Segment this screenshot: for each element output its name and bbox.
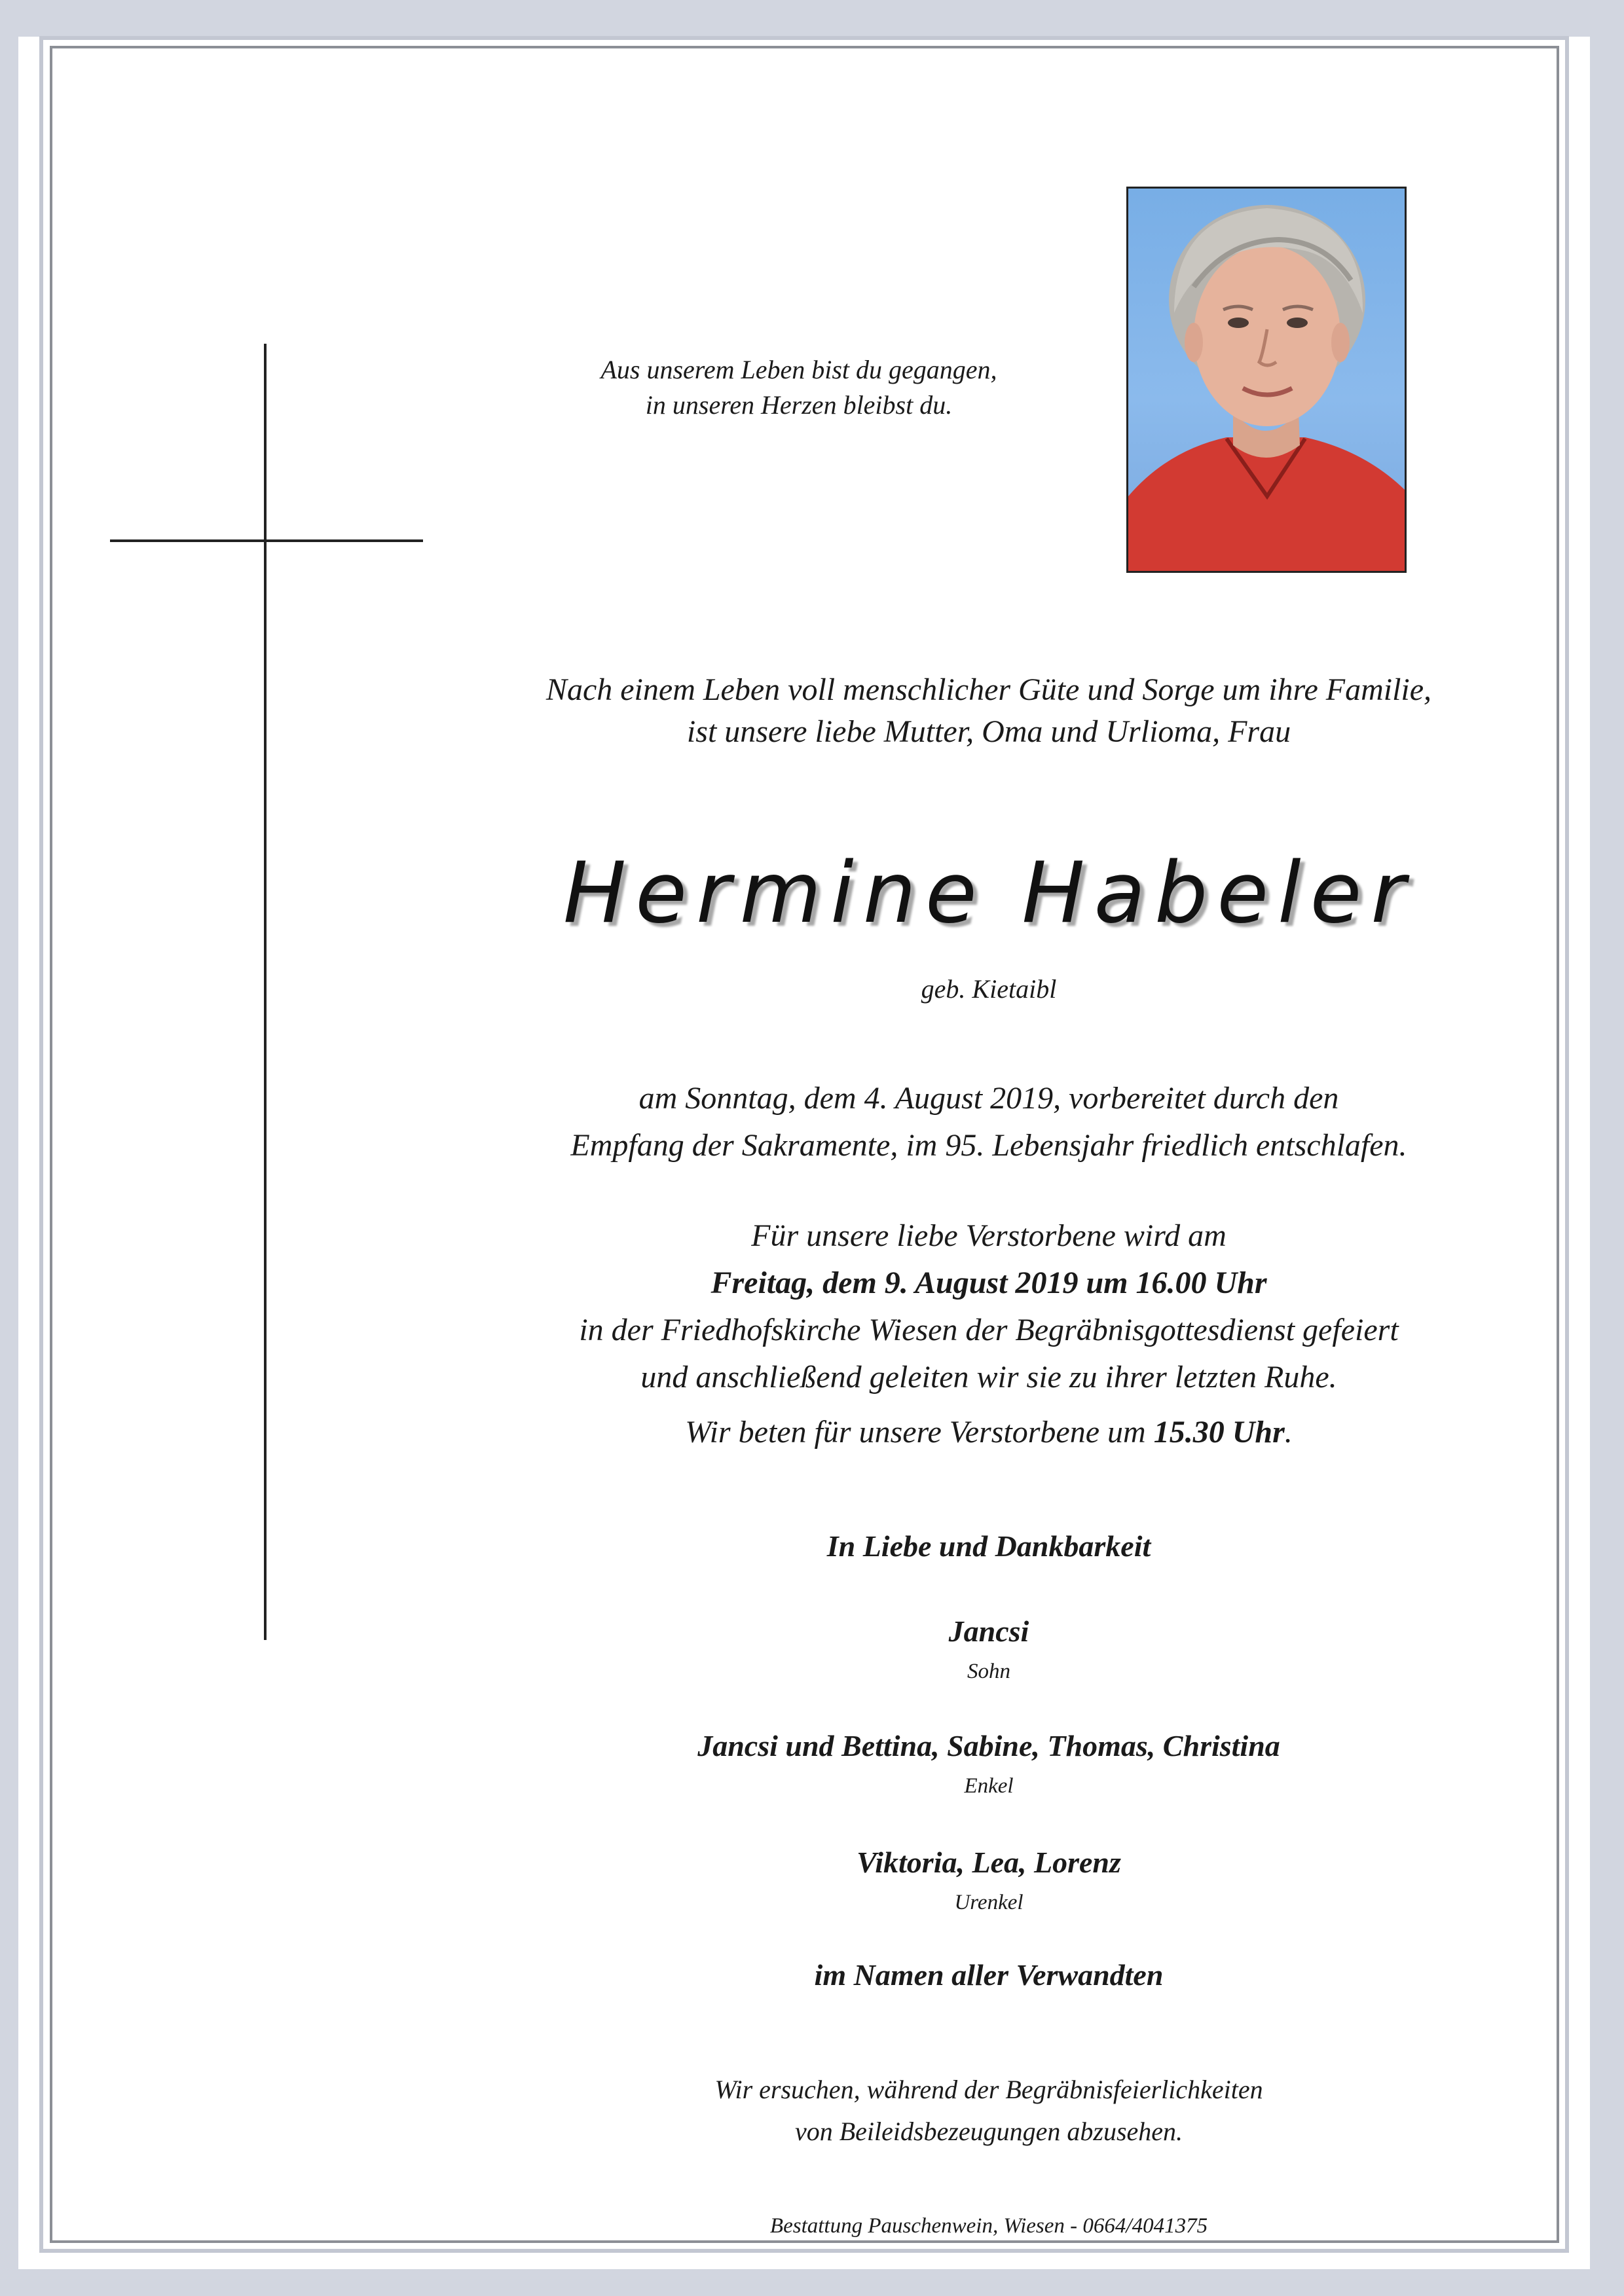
- death-notice-line: am Sonntag, dem 4. August 2019, vorbereitet durch den: [638, 1081, 1339, 1116]
- cross-vertical-bar: [264, 344, 267, 1640]
- mourner-relation: Urenkel: [954, 1891, 1024, 1914]
- cross-horizontal-bar: [110, 539, 423, 542]
- funeral-line: und anschließend geleiten wir sie zu ihrer letzten Ruhe.: [640, 1360, 1337, 1394]
- motto-line: Aus unserem Leben bist du gegangen,: [600, 355, 997, 384]
- funeral-date-time: Freitag, dem 9. August 2019 um 16.00 Uhr: [710, 1266, 1267, 1300]
- intro-line: Nach einem Leben voll menschlicher Güte und Sorge um ihre Familie,: [545, 672, 1432, 707]
- request-line: Wir ersuchen, während der Begräbnisfeierlichkeiten: [714, 2075, 1263, 2104]
- funeral-line: Für unsere liebe Verstorbene wird am: [751, 1218, 1227, 1253]
- death-notice-line: Empfang der Sakramente, im 95. Lebensjahr friedlich entschlafen.: [570, 1128, 1407, 1163]
- condolence-request: [458, 2069, 1519, 2153]
- portrait-image: [1128, 189, 1405, 571]
- motto-line: in unseren Herzen bleibst du.: [645, 390, 953, 420]
- deceased-name: Hermine Habeler: [563, 845, 1415, 942]
- mourner-names: Viktoria, Lea, Lorenz: [857, 1846, 1121, 1879]
- intro-text: [458, 669, 1519, 753]
- prayer-info: [458, 1414, 1519, 1450]
- memorial-motto: [478, 352, 1120, 423]
- prayer-period: .: [1284, 1415, 1293, 1449]
- mourner-names: Jancsi: [948, 1614, 1029, 1648]
- funeral-info: [458, 1212, 1519, 1401]
- mourners-closing: im Namen aller Verwandten: [814, 1958, 1164, 1992]
- prayer-time: 15.30 Uhr: [1153, 1415, 1285, 1449]
- funeral-home-footer: Bestattung Pauschenwein, Wiesen - 0664/4041375: [769, 2214, 1208, 2238]
- intro-line: ist unsere liebe Mutter, Oma und Urlioma, Frau: [686, 714, 1291, 749]
- request-line: von Beileidsbezeugungen abzusehen.: [794, 2117, 1183, 2146]
- death-notice: [458, 1075, 1519, 1169]
- maiden-name: geb. Kietaibl: [921, 974, 1057, 1004]
- mourner-relation: Enkel: [964, 1774, 1014, 1798]
- funeral-line: in der Friedhofskirche Wiesen der Begräbnisgottesdienst gefeiert: [579, 1313, 1399, 1347]
- mourner-relation: Sohn: [967, 1660, 1010, 1683]
- portrait-photo: [1126, 187, 1407, 573]
- mourner-names: Jancsi und Bettina, Sabine, Thomas, Christina: [697, 1729, 1280, 1762]
- mourners-heading: In Liebe und Dankbarkeit: [826, 1529, 1151, 1563]
- prayer-text: Wir beten für unsere Verstorbene um: [685, 1415, 1146, 1449]
